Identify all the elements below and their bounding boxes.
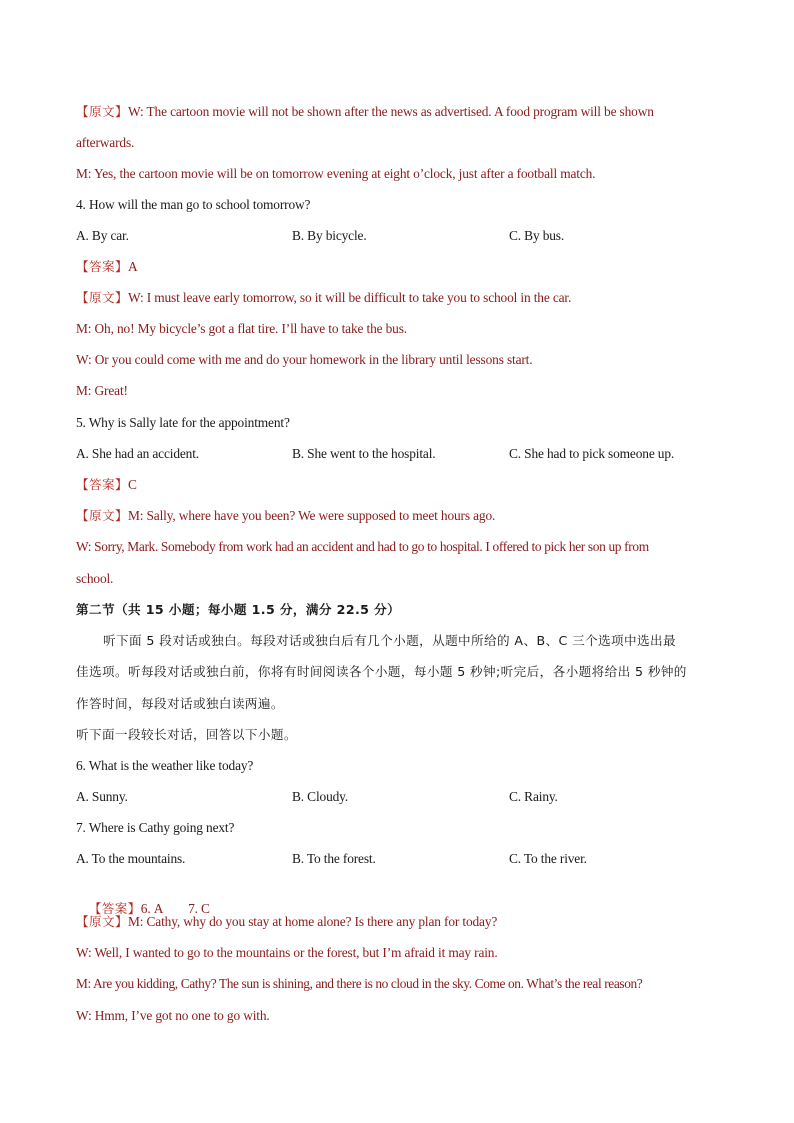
answer-label: 【答案】 — [88, 901, 141, 916]
transcript-q5-line-2: W: Sorry, Mark. Somebody from work had an accident and had to go to hospital. I offered to pick her son up from — [76, 539, 649, 554]
transcript-q3-line-3: M: Yes, the cartoon movie will be on tomorrow evening at eight o’clock, just after a football match. — [76, 166, 596, 181]
transcript-q3-line-1: 【原文】W: The cartoon movie will not be shown after the news as advertised. A food program will be shown — [76, 104, 654, 119]
transcript-q4-line-3: W: Or you could come with me and do your homework in the library until lessons start. — [76, 352, 533, 367]
question-4: 4. How will the man go to school tomorrow? — [76, 197, 311, 212]
question-7-option-b: B. To the forest. — [292, 851, 376, 866]
question-4-option-a: A. By car. — [76, 228, 129, 243]
question-4-option-b: B. By bicycle. — [292, 228, 367, 243]
question-5: 5. Why is Sally late for the appointment? — [76, 415, 290, 430]
question-5-option-a: A. She had an accident. — [76, 446, 199, 461]
question-5-option-c: C. She had to pick someone up. — [509, 446, 675, 461]
answer-4: 【答案】A — [76, 259, 138, 274]
answer-5: 【答案】C — [76, 477, 137, 492]
answer-label: 【答案】 — [76, 259, 128, 274]
transcript-q5-line-1: 【原文】M: Sally, where have you been? We were supposed to meet hours ago. — [76, 508, 496, 523]
original-label: 【原文】 — [76, 914, 128, 929]
instructions-line-3: 作答时间，每段对话或独白读两遍。 — [76, 696, 284, 711]
transcript-q5-line-3: school. — [76, 571, 114, 586]
transcript-q6-line-3: M: Are you kidding, Cathy? The sun is shining, and there is no cloud in the sky. Come on. What’s the real reason? — [76, 976, 643, 991]
question-6-option-c: C. Rainy. — [509, 789, 558, 804]
transcript-q4-line-1: 【原文】W: I must leave early tomorrow, so it will be difficult to take you to school in the car. — [76, 290, 572, 305]
question-7-option-c: C. To the river. — [509, 851, 587, 866]
transcript-q3-line-2: afterwards. — [76, 135, 135, 150]
question-6-option-a: A. Sunny. — [76, 789, 128, 804]
transcript-q6-line-2: W: Well, I wanted to go to the mountains or the forest, but I’m afraid it may rain. — [76, 945, 498, 960]
original-label: 【原文】 — [76, 104, 128, 119]
section-heading: 第二节（共 15 小题；每小题 1.5 分，满分 22.5 分） — [76, 602, 401, 617]
transcript-q6-line-4: W: Hmm, I’ve got no one to go with. — [76, 1008, 270, 1023]
instructions-line-1: 听下面 5 段对话或独白。每段对话或独白后有几个小题，从题中所给的 A、B、C 三个选项中选出最 — [103, 633, 677, 648]
transcript-q4-line-2: M: Oh, no! My bicycle’s got a flat tire. I’ll have to take the bus. — [76, 321, 407, 336]
transcript-q6-line-1: 【原文】M: Cathy, why do you stay at home alone? Is there any plan for today? — [76, 914, 498, 929]
question-5-option-b: B. She went to the hospital. — [292, 446, 436, 461]
answer-label: 【答案】 — [76, 477, 128, 492]
question-7: 7. Where is Cathy going next? — [76, 820, 235, 835]
transcript-q4-line-4: M: Great! — [76, 383, 128, 398]
question-6-option-b: B. Cloudy. — [292, 789, 349, 804]
question-4-option-c: C. By bus. — [509, 228, 565, 243]
answer-6-7: 【答案】6. A 7. C — [88, 901, 210, 916]
instructions-line-4: 听下面一段较长对话，回答以下小题。 — [76, 727, 297, 742]
original-label: 【原文】 — [76, 508, 128, 523]
instructions-line-2: 佳选项。听每段对话或独白前，你将有时间阅读各个小题，每小题 5 秒钟;听完后，各小题将给出 5 秒钟的 — [76, 664, 687, 679]
question-7-option-a: A. To the mountains. — [76, 851, 186, 866]
original-label: 【原文】 — [76, 290, 128, 305]
question-6: 6. What is the weather like today? — [76, 758, 254, 773]
